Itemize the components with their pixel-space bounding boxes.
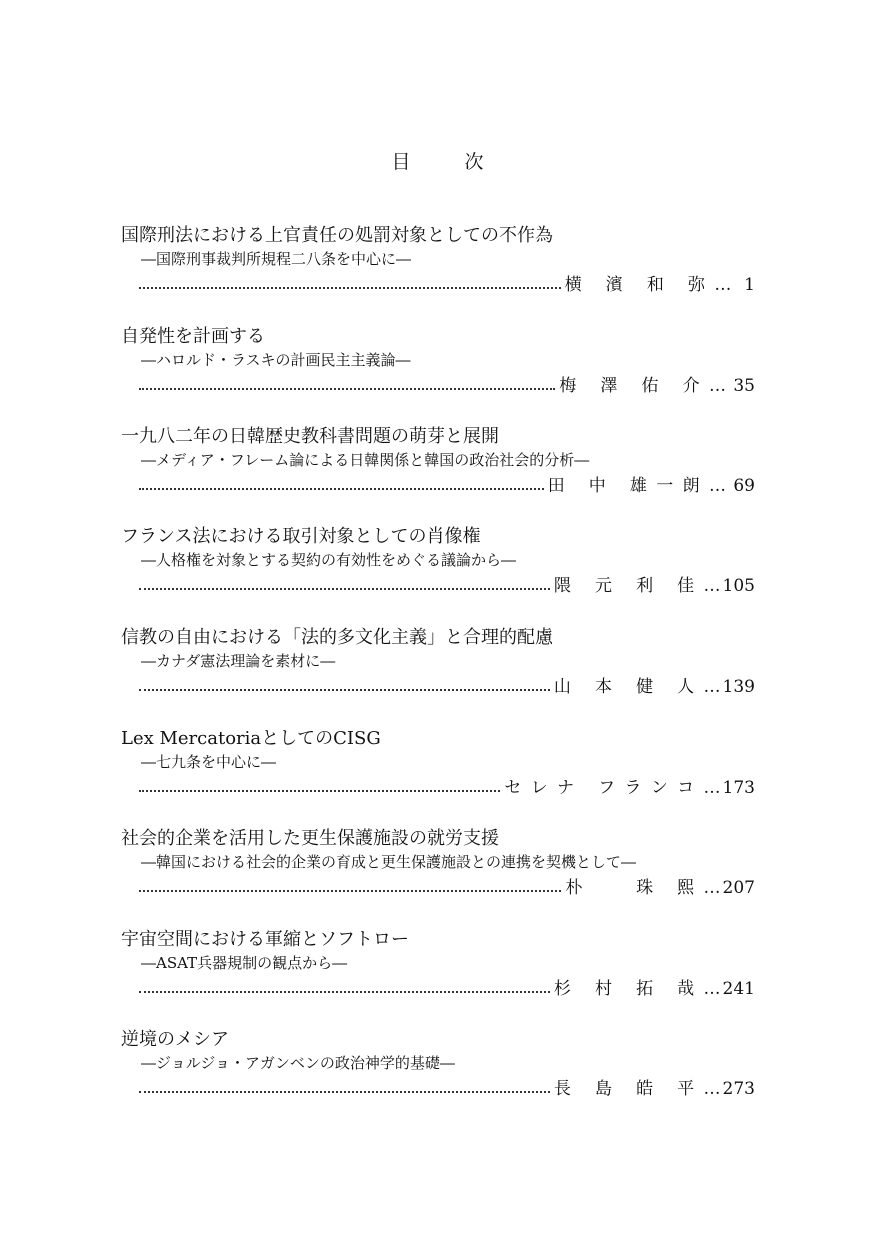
entry-page-number: … 139: [704, 677, 755, 697]
entry-line: [139, 1075, 755, 1099]
entry-page-number: … 1: [714, 275, 755, 295]
entry-author: セレナ フランコ: [504, 778, 704, 798]
dot-leader: [139, 890, 561, 892]
dot-leader: [139, 1091, 550, 1093]
entry-subtitle: ―ジョルジョ・アガンベンの政治神学的基礎―: [141, 1054, 455, 1072]
entry-subtitle: ―メディア・フレーム論による日韓関係と韓国の政治社会的分析―: [141, 451, 590, 469]
page-heading: [0, 147, 875, 174]
toc-entry[interactable]: [121, 426, 755, 506]
entry-subtitle: ―韓国における社会的企業の育成と更生保護施設との連携を契機として―: [141, 853, 637, 871]
entry-author: 隈 元 利 佳: [553, 576, 704, 596]
entry-title: 国際刑法における上官責任の処罰対象としての不作為: [121, 225, 553, 246]
toc-entry[interactable]: [121, 225, 755, 305]
entry-line: [139, 271, 755, 295]
entry-line: [139, 774, 755, 798]
toc-entry[interactable]: [121, 929, 755, 1009]
toc-entry[interactable]: [121, 627, 755, 707]
entry-page-number: … 241: [704, 979, 755, 999]
entry-author: 田 中 雄一朗: [547, 476, 709, 496]
entry-page-number: … 35: [709, 376, 755, 396]
entry-line: [139, 673, 755, 697]
heading-char-left: 目: [391, 151, 411, 173]
toc-entry[interactable]: [121, 326, 755, 406]
dot-leader: [139, 488, 544, 490]
entry-page-number: … 207: [704, 878, 755, 898]
toc-entry[interactable]: [121, 828, 755, 908]
entry-page-number: … 69: [709, 476, 755, 496]
toc-entry[interactable]: [121, 728, 755, 808]
entry-page-number: … 173: [704, 778, 755, 798]
entry-line: [139, 874, 755, 898]
entry-page-number: … 273: [704, 1079, 755, 1099]
entry-subtitle: ―七九条を中心に―: [141, 753, 277, 771]
entry-subtitle: ―ハロルド・ラスキの計画民主主義論―: [141, 351, 411, 369]
dot-leader: [139, 991, 550, 993]
entry-title: Lex MercatoriaとしてのCISG: [121, 728, 381, 749]
entry-title: 宇宙空間における軍縮とソフトロー: [121, 929, 409, 950]
entry-page-number: … 105: [704, 576, 755, 596]
dot-leader: [139, 588, 550, 590]
toc-entry[interactable]: [121, 1029, 755, 1109]
entry-author: 山 本 健 人: [553, 677, 704, 697]
entry-line: [139, 472, 755, 496]
entry-author: 長 島 皓 平: [553, 1079, 704, 1099]
entry-line: [139, 372, 755, 396]
entry-author: 梅 澤 佑 介: [559, 376, 709, 396]
entry-subtitle: ―カナダ憲法理論を素材に―: [141, 652, 336, 670]
entry-line: [139, 572, 755, 596]
dot-leader: [139, 287, 561, 289]
dot-leader: [139, 689, 550, 691]
dot-leader: [139, 790, 500, 792]
entry-subtitle: ―人格権を対象とする契約の有効性をめぐる議論から―: [141, 551, 517, 569]
toc-entry[interactable]: [121, 526, 755, 606]
entry-title: 一九八二年の日韓歴史教科書問題の萌芽と展開: [121, 426, 499, 447]
entry-subtitle: ―ASAT兵器規制の観点から―: [141, 954, 348, 972]
entry-title: 逆境のメシア: [121, 1029, 229, 1050]
entry-author: 朴 珠 熙: [565, 878, 704, 898]
entry-title: 社会的企業を活用した更生保護施設の就労支援: [121, 828, 499, 849]
entry-title: 信教の自由における「法的多文化主義」と合理的配慮: [121, 627, 553, 648]
entry-line: [139, 975, 755, 999]
entry-title: フランス法における取引対象としての肖像権: [121, 526, 481, 547]
entry-subtitle: ―国際刑事裁判所規程二八条を中心に―: [141, 250, 412, 268]
dot-leader: [139, 388, 555, 390]
entry-title: 自発性を計画する: [121, 326, 265, 347]
entry-author: 横 濱 和 弥: [564, 275, 715, 295]
heading-char-right: 次: [464, 151, 484, 173]
entry-author: 杉 村 拓 哉: [553, 979, 704, 999]
